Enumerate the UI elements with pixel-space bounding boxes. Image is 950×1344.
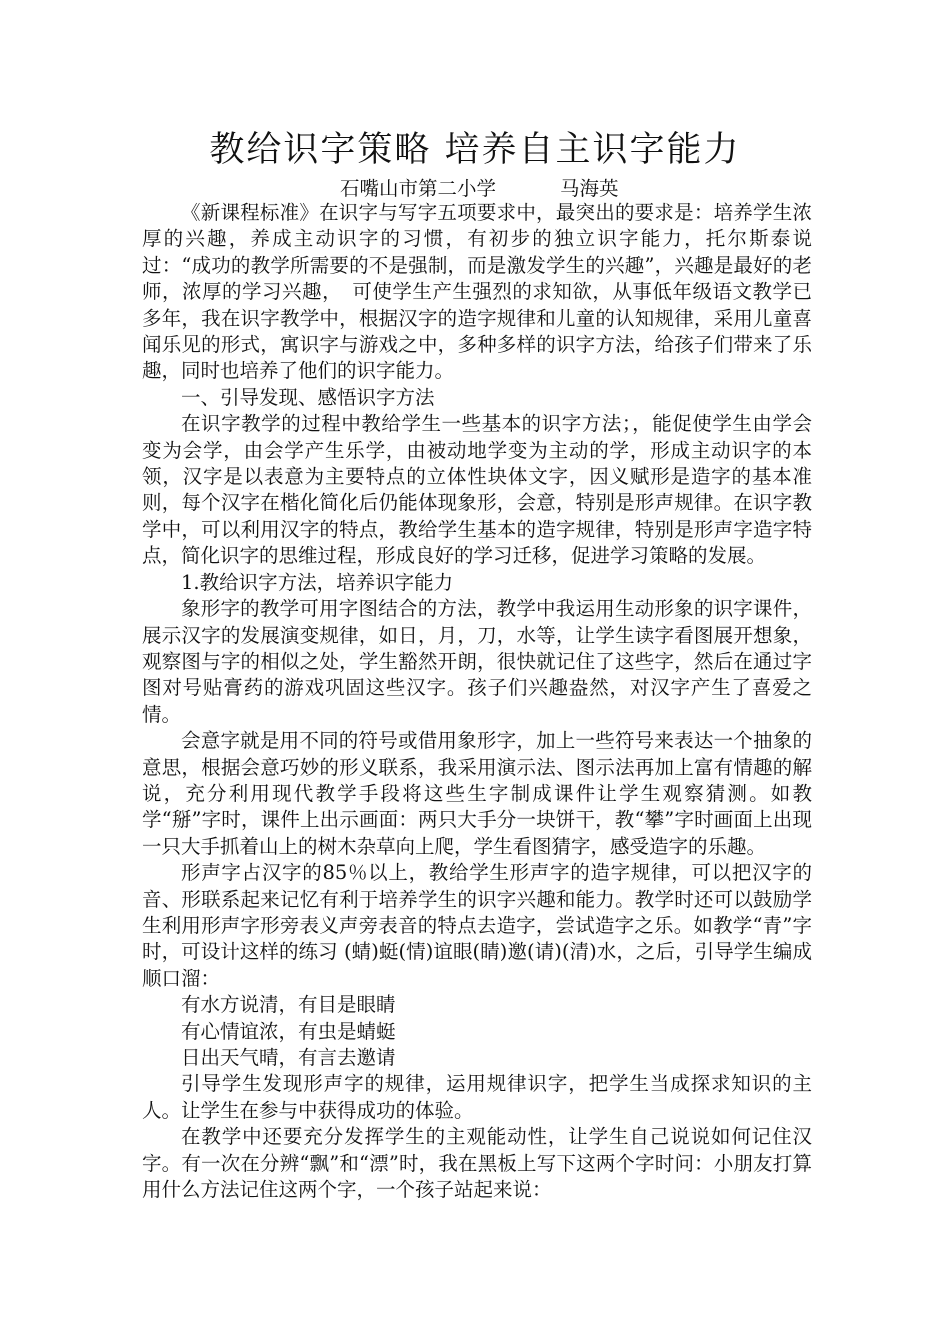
author-school: 石嘴山市第二小学 xyxy=(340,177,497,200)
section-heading: 一、引导发现、感悟识字方法 xyxy=(181,385,435,409)
rhyme-line: 有心情谊浓，有虫是蜻蜓 xyxy=(181,1019,396,1043)
subsection-heading: 1.教给识字方法，培养识字能力 xyxy=(181,570,454,594)
rhyme-line: 日出天气晴，有言去邀请 xyxy=(181,1046,396,1069)
paragraph: 象形字的教学可用字图结合的方法，教学中我运用生动形象的识字课件，展示汉字的发展演变规律，如日，月，刀，水等，让学生读字看图展开想象，观察图与字的相似之处，学生豁然开朗，很快就记住了这些字，然后在通过字图对号贴膏药的游戏巩固这些汉字。孩子们兴趣盎然，对汉字产生了喜爱之情。 xyxy=(142,597,812,726)
paragraph: 在教学中还要充分发挥学生的主观能动性，让学生自己说说如何记住汉字。有一次在分辨“飘”和“漂”时，我在黑板上写下这两个字时问：小朋友打算用什么方法记住这两个字，一个孩子站起来说： xyxy=(142,1125,812,1202)
paragraph: 《新课程标准》在识字与写字五项要求中，最突出的要求是：培养学生浓厚的兴趣，养成主动识字的习惯，有初步的独立识字能力，托尔斯泰说过：“成功的教学所需要的不是强制，而是激发学生的兴趣”，兴趣是最好的老师，浓厚的学习兴趣， 可使学生产生强烈的求知欲，从事低年级语文教学已多年，我在识字教学中，根据汉字的造字规律和儿童的认知规律，采用儿童喜闻乐见的形式，寓识字与游戏之中，多种多样的识字方法，给孩子们带来了乐趣，同时也培养了他们的识字能力。 xyxy=(142,201,812,383)
rhyme-line: 有水方说清，有目是眼睛 xyxy=(181,993,396,1017)
author-name: 马海英 xyxy=(560,177,619,200)
paragraph: 形声字占汉字的85％以上，教给学生形声字的造字规律，可以把汉字的音、形联系起来记忆有利于培养学生的识字兴趣和能力。教学时还可以鼓励学生利用形声字形旁表义声旁表音的特点去造字，尝试造字之乐。如教学“青”字时，可设计这样的练习 (蜻)蜓(情)谊眼(睛)邀(请)(清)水，之后，引导学生编成顺口溜： xyxy=(142,861,812,990)
document-body xyxy=(142,200,812,1203)
paragraph: 在识字教学的过程中教给学生一些基本的识字方法；，能促使学生由学会变为会学，由会学产生乐学，由被动地学变为主动的学，形成主动识字的本领，汉字是以表意为主要特点的立体性块体文字，因义赋形是造字的基本准则，每个汉字在楷化简化后仍能体现象形，会意，特别是形声规律。在识字教学中，可以利用汉字的特点，教给学生基本的造字规律，特别是形声字造字特点，简化识字的思维过程，形成良好的学习迁移，促进学习策略的发展。 xyxy=(142,412,812,568)
paragraph: 引导学生发现形声字的规律，运用规律识字，把学生当成探求知识的主人。让学生在参与中获得成功的体验。 xyxy=(142,1072,812,1122)
author-byline xyxy=(340,176,619,202)
paragraph: 会意字就是用不同的符号或借用象形字，加上一些符号来表达一个抽象的意思，根据会意巧妙的形义联系，我采用演示法、图示法再加上富有情趣的解说，充分利用现代教学手段将这些生字制成课件让学生观察猜测。如教学“掰”字时，课件上出示画面：两只大手分一块饼干，教“攀”字时画面上出现一只大手抓着山上的树木杂草向上爬，学生看图猜字，感受造字的乐趣。 xyxy=(142,729,812,858)
document-title: 教给识字策略 培养自主识字能力 xyxy=(209,130,741,170)
